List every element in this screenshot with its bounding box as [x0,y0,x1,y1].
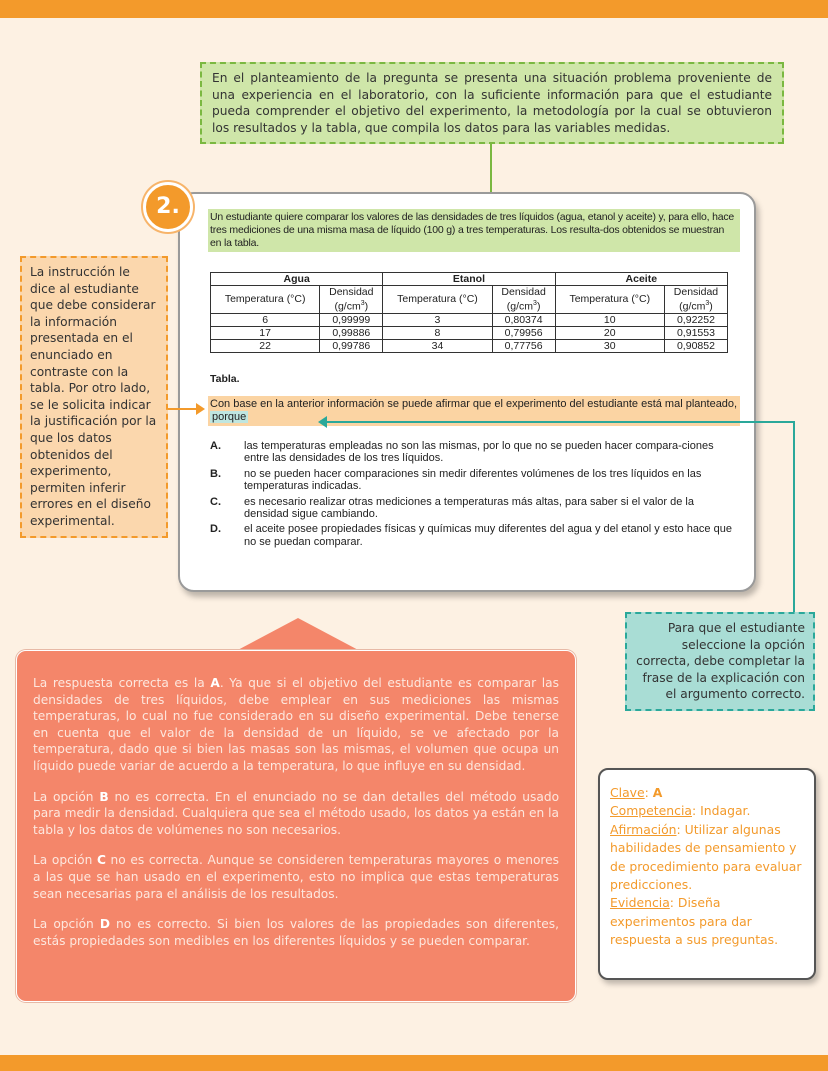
answer-options [210,440,734,551]
option-text: el aceite posee propiedades físicas y químicas muy diferentes del agua y del etanol y esto hace que no se puedan comparar. [244,523,732,548]
table-cell: 34 [383,339,492,352]
table-caption: Tabla. [210,373,240,385]
table-cell: 0,92252 [664,313,727,326]
table-row [211,313,728,326]
group-header: Agua [211,273,383,286]
table-cell: 3 [383,313,492,326]
density-header: Densidad $(g/cm^3)$ [492,286,555,314]
answer-explanation [16,650,576,1002]
table-subheader-row [211,286,728,314]
table-cell: 8 [383,326,492,339]
table-cell: 0,99786 [320,339,383,352]
table-cell: 0,99886 [320,326,383,339]
option-text: es necesario realizar otras mediciones a temperaturas más altas, para saber si el valor de la densidad sigue cambiando. [244,495,694,521]
table-cell: 0,80374 [492,313,555,326]
temp-header: Temperatura (°C) [383,286,492,314]
table-cell: 6 [211,313,320,326]
question-stem: Un estudiante quiere comparar los valores de las densidades de tres líquidos (agua, etanol y aceite) y, para ello, hace tres mediciones de una misma masa de líquido (100 g) a tres temperaturas. Los resulta-dos obtenidos se muestran en la tabla. [208,209,740,252]
competencia-line: Competencia: Indagar. [610,803,751,819]
afirmacion-line: Afirmación: Utilizar algunas habilidades de pensamiento y de procedimiento para evaluar predicciones. [610,821,802,893]
temp-header: Temperatura (°C) [555,286,664,314]
option-c[interactable] [210,496,734,521]
option-letter: A. [210,440,221,452]
density-table [210,272,728,353]
density-header: Densidad $(g/cm^3)$ [664,286,727,314]
option-letter: B. [210,467,221,480]
option-a[interactable] [210,440,734,465]
teal-arrow-icon [318,416,327,428]
bottom-orange-bar [0,1055,828,1071]
option-text: las temperaturas empleadas no son las mismas, por lo que no se pueden hacer compara-ciones entre las densidades de los tres líquidos. [244,440,714,465]
option-letter: D. [210,523,221,536]
green-connector [490,144,492,198]
callout-instruction: La instrucción le dice al estudiante que debe considerar la información presentada en el enunciado en contraste con la tabla. Por otro lado, se le solicita indicar la justificación por la que los datos obtenidos del experimento, permiten inferir errores en el diseño experimental. [20,256,168,538]
evidencia-line: Evidencia: Diseña experimentos para dar respuesta a sus preguntas. [610,895,779,948]
key-box [598,768,816,980]
table-row [211,339,728,352]
top-orange-bar [0,0,828,18]
callout-completion: Para que el estudiante seleccione la opción correcta, debe completar la frase de la explicación con el argumento correcto. [625,612,815,711]
orange-connector [168,408,198,410]
question-number-badge: 2. [143,182,193,232]
option-letter: C. [210,495,221,508]
table-cell: 0,91553 [664,326,727,339]
density-header: Densidad $(g/cm^3)$ [320,286,383,314]
callout-situation: En el planteamiento de la pregunta se presenta una situación problema proveniente de una experiencia en el laboratorio, con la suficiente información para que el estudiante pueda comprender el objetivo del experimento, la metodología por la cual se obtuvieron los resultados y la tabla, que compila los datos para las variables medidas. [200,62,784,144]
porque-highlight: porque [212,411,247,423]
table-group-row [211,273,728,286]
option-text: no se pueden hacer comparaciones sin medir diferentes volúmenes de los tres líquidos en las temperaturas indicadas. [244,467,702,493]
orange-arrow-icon [196,403,205,415]
answer-paragraph: La opción C no es correcta. Aunque se consideren temperaturas mayores o menores a las que se han usado en el experimento, esto no implica que estas temperaturas sean necesarias para el análisis de los resultados. [33,853,559,901]
table-cell: 17 [211,326,320,339]
table-row [211,326,728,339]
group-header: Aceite [555,273,727,286]
group-header: Etanol [383,273,555,286]
teal-connector-vertical [793,421,795,612]
option-d[interactable] [210,523,734,548]
table-cell: 0,77756 [492,339,555,352]
answer-paragraph: La respuesta correcta es la A. Ya que si el objetivo del estudiante es comparar las densidades de tres líquidos, debe emplear en sus mediciones las mismas temperaturas, lo cual no fue considerado en su diseño experimental. Debe tenerse en cuenta que el valor de la densidad de un líquido, se ve afectado por la temperatura, dado que si bien las masas son las mismas, el volumen que ocupa un líquido puede variar de acuerdo a la temperatura, lo que influye en su densidad. [33,676,559,773]
answer-paragraph: La opción D no es correcto. Si bien los valores de las propiedades son diferentes, estás propiedades son medibles en los diferentes líquidos y se pueden comparar. [33,917,559,948]
temp-header: Temperatura (°C) [211,286,320,314]
table-cell: 0,99999 [320,313,383,326]
question-prompt: Con base en la anterior información se puede afirmar que el experimento del estudiante está mal planteado, porque [208,396,740,426]
table-cell: 22 [211,339,320,352]
table-cell: 30 [555,339,664,352]
table-cell: 20 [555,326,664,339]
table-cell: 0,90852 [664,339,727,352]
table-cell: 0,79956 [492,326,555,339]
key-line: Clave: A [610,785,663,800]
answer-pointer-icon [234,618,362,652]
teal-connector-horizontal [326,421,794,423]
answer-paragraph: La opción B no es correcta. En el enunciado no se dan detalles del método usado para medir la densidad. Cualquiera que sea el método usado, los datos ya están en la tabla y los datos de volúmenes no son necesarios. [33,789,560,837]
option-b[interactable] [210,468,734,493]
table-cell: 10 [555,313,664,326]
